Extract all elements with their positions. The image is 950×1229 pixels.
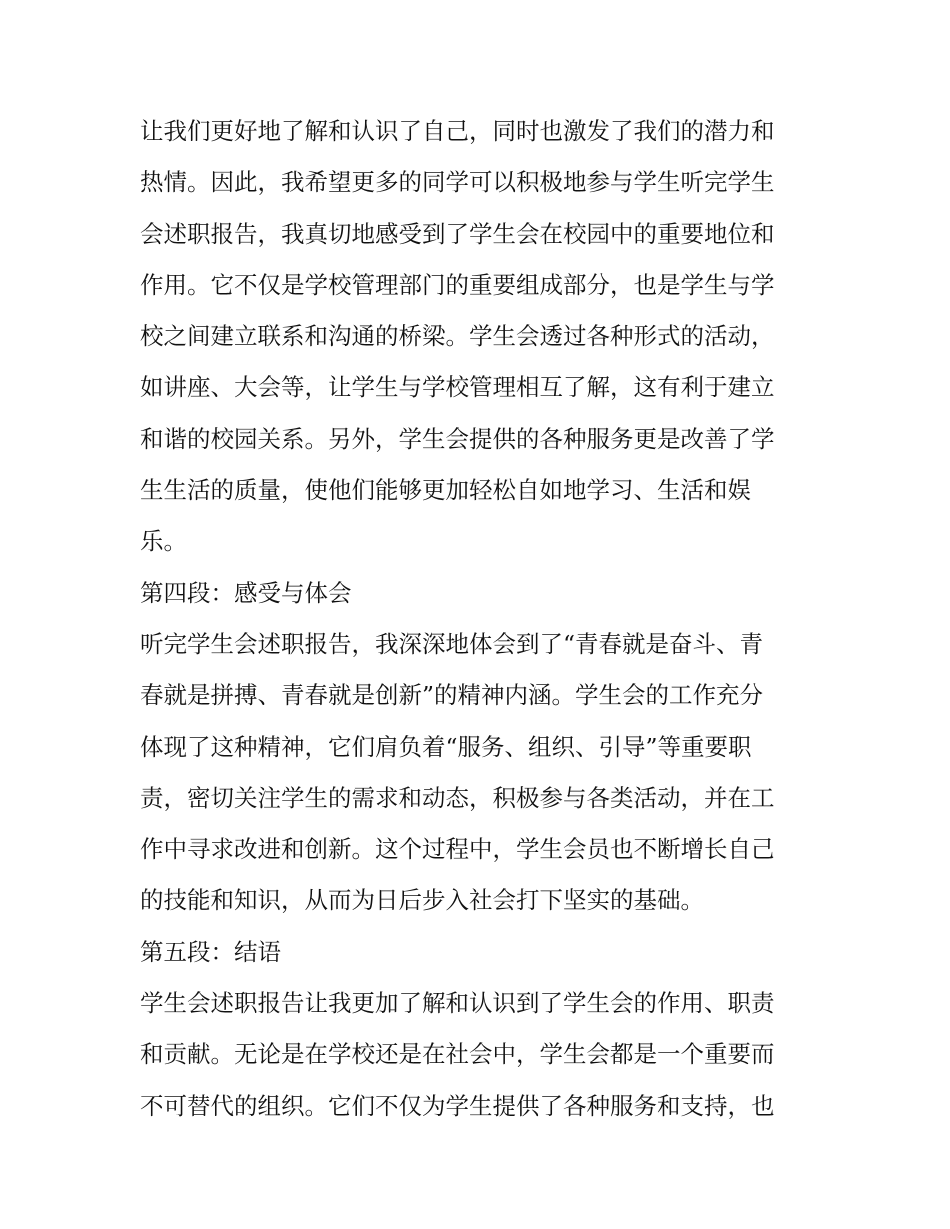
text-line: 春就是拼搏、青春就是创新”的精神内涵。学生会的工作充分: [140, 681, 764, 710]
text-line: 的技能和知识，从而为日后步入社会打下坚实的基础。: [140, 886, 704, 915]
text-line: 和谐的校园关系。另外，学生会提供的各种服务更是改善了学: [140, 424, 775, 453]
text-line: 让我们更好地了解和认识了自己，同时也激发了我们的潜力和: [140, 117, 775, 145]
text-line: 责，密切关注学生的需求和动态，积极参与各类活动，并在工: [140, 783, 775, 812]
text-line: 热情。因此，我希望更多的同学可以积极地参与学生听完学生: [140, 168, 775, 197]
text-line: 体现了这种精神，它们肩负着“服务、组织、引导”等重要职: [140, 732, 752, 761]
document-body: [140, 110, 815, 1136]
text-line: 作中寻求改进和创新。这个过程中，学生会员也不断增长自己: [140, 835, 775, 864]
text-line: 学生会述职报告让我更加了解和认识到了学生会的作用、职责: [140, 989, 775, 1018]
text-line: 听完学生会述职报告，我深深地体会到了“青春就是奋斗、青: [140, 629, 764, 658]
text-line: 如讲座、大会等，让学生与学校管理相互了解，这有利于建立: [140, 373, 775, 402]
text-line: 生生活的质量，使他们能够更加轻松自如地学习、生活和娱: [140, 476, 751, 505]
text-line: 不可替代的组织。它们不仅为学生提供了各种服务和支持，也: [140, 1091, 775, 1120]
section-heading-5: 第五段：结语: [140, 937, 281, 966]
text-line: 会述职报告，我真切地感受到了学生会在校园中的重要地位和: [140, 219, 775, 248]
section-heading-4: 第四段：感受与体会: [140, 578, 352, 607]
text-line: 作用。它不仅是学校管理部门的重要组成部分，也是学生与学: [140, 270, 775, 299]
text-line: 校之间建立联系和沟通的桥梁。学生会透过各种形式的活动，: [140, 322, 775, 351]
text-line: 乐。: [140, 527, 187, 556]
text-line: 和贡献。无论是在学校还是在社会中，学生会都是一个重要而: [140, 1040, 775, 1069]
